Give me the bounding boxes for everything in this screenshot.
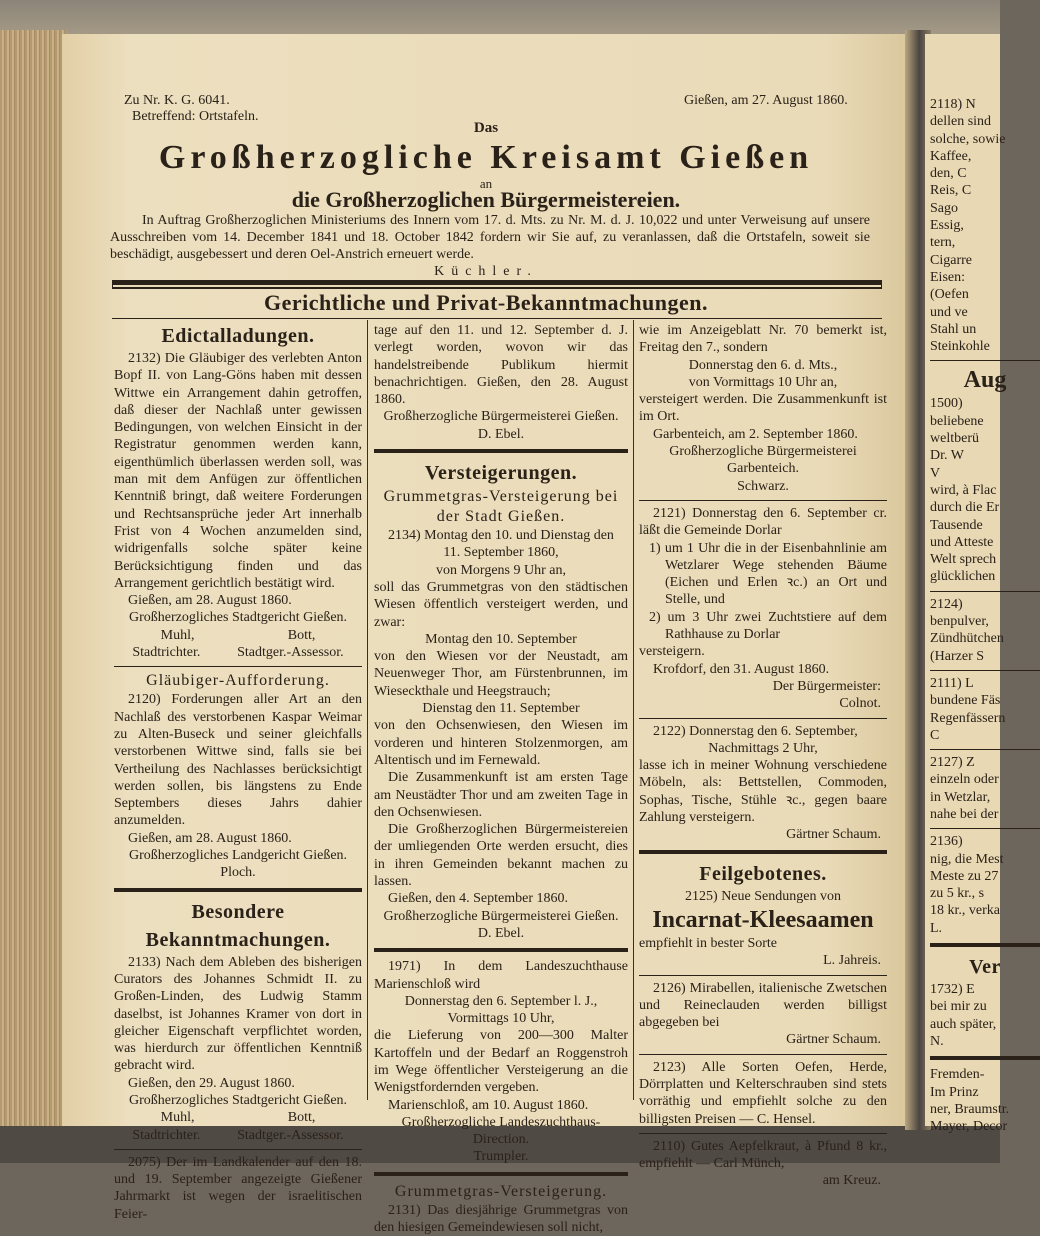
paragraph: die Lieferung von 200—300 Malter Kartoffeln und der Bedarf an Roggenstroh im Wege öffentlicher Versteigerung an die Wenigstfordernden vergeben. xyxy=(374,1028,628,1096)
list-item: 1) um 1 Uhr die in der Eisenbahnlinie am Wetzlarer Wege stehenden Bäume (Eichen und Erlen ꝛc.) an Ort und Stelle, und xyxy=(649,540,887,608)
header-divider xyxy=(112,280,882,285)
paragraph: glücklichen xyxy=(930,569,996,585)
centered-line: 2125) Neue Sendungen von xyxy=(685,888,841,904)
signature-pair xyxy=(114,644,362,661)
paragraph: N. xyxy=(930,1033,944,1049)
paragraph: Essig, xyxy=(930,218,964,234)
paragraph: 2131) Das diesjährige Grummetgras von den hiesigen Gemeindewiesen soll nicht, xyxy=(374,1202,628,1236)
paragraph: einzeln oder xyxy=(930,772,999,788)
paragraph: Steinkohle xyxy=(930,339,990,355)
divider xyxy=(114,888,362,892)
centered-line: Vormittags 10 Uhr, xyxy=(447,1011,555,1027)
subheading: Gläubiger-Aufforderung. xyxy=(146,672,330,690)
paragraph: nig, die Mest xyxy=(930,851,1004,867)
paragraph: empfiehlt in bester Sorte xyxy=(639,935,778,951)
centered-line: Großherzogliches Stadtgericht Gießen. xyxy=(128,1092,348,1108)
paragraph: Dr. W xyxy=(930,448,964,464)
paragraph: 2075) Der im Landkalender auf den 18. und 19. September angezeigte Gießener Jahrmarkt ist wegen der israelitischen Feier- xyxy=(114,1154,362,1222)
divider xyxy=(639,1054,887,1055)
centered-line: Großherzogliche Landeszuchthaus-Direction. xyxy=(401,1114,601,1148)
paragraph: 1500) xyxy=(930,396,963,412)
paragraph: (Oefen xyxy=(930,287,969,303)
next-page-column xyxy=(930,96,1040,1135)
header-an: an xyxy=(479,176,493,191)
paragraph: Marienschloß, am 10. August 1860. xyxy=(388,1097,589,1113)
paragraph: Gießen, am 28. August 1860. xyxy=(128,830,292,846)
header-signature: Küchler. xyxy=(434,264,538,279)
section-title: Gerichtliche und Privat-Bekanntmachungen. xyxy=(263,290,708,315)
signature-pair xyxy=(114,627,362,644)
background-top xyxy=(0,0,1000,36)
paragraph: 18 kr., verka xyxy=(930,903,1000,919)
paragraph: Regenfässern xyxy=(930,710,1006,726)
paragraph: (Harzer S xyxy=(930,648,985,664)
section-heading: Feilgebotenes. xyxy=(699,862,827,885)
centered-line: von Morgens 9 Uhr an, xyxy=(435,562,566,578)
paragraph: Mayer, Decor xyxy=(930,1119,1008,1135)
paragraph: Zündhütchen xyxy=(930,631,1004,647)
paragraph: dellen sind xyxy=(930,114,992,130)
paragraph: Kaffee, xyxy=(930,148,972,164)
paragraph: Krofdorf, den 31. August 1860. xyxy=(653,661,830,677)
centered-line: Großherzogliche Bürgermeisterei Gießen. xyxy=(383,409,619,425)
signature-name: Muhl, xyxy=(160,627,195,643)
paragraph: 2111) L xyxy=(930,675,974,691)
column-divider xyxy=(633,320,634,1100)
paragraph: Die Zusammenkunft ist am ersten Tage am Neustädter Thor und am zweiten Tage in den Ochsenwiesen. xyxy=(374,770,628,820)
paragraph: Gießen, am 28. August 1860. xyxy=(128,593,292,609)
signature-name: Muhl, xyxy=(160,1110,195,1126)
paragraph: 2120) Forderungen aller Art an den Nachlaß des verstorbenen Kaspar Weimar zu Alten-Buseck und seiner gleichfalls verstorbenen Wittwe sind, falls sie bei Vertheilung des Nachlasses berücksichtigt werden sollen, bis längstens zu Ende Septembers dieses Jahrs dahier anzumelden. xyxy=(114,692,362,829)
paragraph: von den Wiesen vor der Neustadt, am Neuenweger Thor, am Fürstenbrunnen, im Wieseckthale und Heegstrauch; xyxy=(374,649,628,699)
signature-line: L. Jahreis. xyxy=(823,953,881,969)
paragraph: 2132) Die Gläubiger des verlebten Anton Bopf II. von Lang-Göns haben mit dessen Wittwe ein Arrangement dahin getroffen, daß dieser der Nachlaß unter gewissen Bedingungen, von welchen Einsicht in der Registratur genommen werden kann, eigenthümlich überlassen werden soll, was man mit dem Anfügen zur öffentlichen Kenntniß bringt, daß weitere Forderungen und Rechtsansprüche jeder Art innerhalb Frist von 4 Wochen anzumelden sind, widrigenfalls solche später keine Berücksichtigung finden und das Arrangement gerichtlich bestätigt wird. xyxy=(114,351,362,591)
paragraph: und ve xyxy=(930,304,968,320)
subject-line: Betreffend: Ortstafeln. xyxy=(132,109,259,124)
issue-date: Gießen, am 27. August 1860. xyxy=(684,93,848,108)
paragraph: wie im Anzeigeblatt Nr. 70 bemerkt ist, Freitag den 7., sondern xyxy=(639,323,887,356)
column-3 xyxy=(639,322,887,1190)
paragraph: Garbenteich, am 2. September 1860. xyxy=(653,426,858,442)
centered-line: Großherzogliche Bürgermeisterei Gießen. xyxy=(383,908,619,924)
signature-line: Gärtner Schaum. xyxy=(786,1032,881,1048)
paragraph: den, C xyxy=(930,166,967,182)
paragraph: 1971) In dem Landeszuchthause Marienschloß wird xyxy=(374,959,628,992)
section-heading: Ver xyxy=(969,956,1001,979)
paragraph: tern, xyxy=(930,235,956,251)
paragraph: Im Prinz xyxy=(930,1084,979,1100)
centered-line: D. Ebel. xyxy=(477,925,525,941)
paragraph: Tausende xyxy=(930,517,983,533)
newspaper-page xyxy=(62,34,910,1236)
signature-name: Stadtrichter. xyxy=(132,1127,201,1143)
paragraph: L. xyxy=(930,920,943,936)
centered-line: Nachmittags 2 Uhr, xyxy=(708,740,818,756)
paragraph: C xyxy=(930,727,940,743)
centered-line: Donnerstag den 6. d. Mts., xyxy=(688,357,838,373)
page-title: Großherzogliche Kreisamt Gießen xyxy=(158,139,814,176)
intro-paragraph: In Auftrag Großherzoglichen Ministeriums des Innern vom 17. d. Mts. zu Nr. M. d. J. 10,022 und unter Verweisung auf unsere Ausschreiben vom 14. December 1841 und 18. October 1842 fordern wir Sie auf, zu veranlassen, daß die Ortstafeln, soweit sie beschädigt, ausgebessert und deren Oel-Anstrich erneuert werde. xyxy=(110,213,870,262)
paragraph: versteigert werden. Die Zusammenkunft ist im Ort. xyxy=(639,392,887,425)
subheading: Grummetgras-Versteigerung bei der Stadt Gießen. xyxy=(383,488,619,526)
list-item: 2) um 3 Uhr zwei Zuchtstiere auf dem Rathhause zu Dorlar xyxy=(649,609,887,643)
divider xyxy=(930,943,1040,947)
centered-line: D. Ebel. xyxy=(477,426,525,442)
section-heading: Versteigerungen. xyxy=(424,462,578,485)
paragraph: benpulver, xyxy=(930,614,989,630)
divider xyxy=(930,591,1040,592)
paragraph: 2133) Nach dem Ableben des bisherigen Curators des Johannes Schmidt II. zu Großen-Linden, des Ludwig Stamm daselbst, ist Johannes Kramer von dort in gleicher Eigenschaft verpflichtet worden, was hierdurch zur öffentlichen Kenntniß gebracht wird. xyxy=(114,954,362,1074)
paragraph: Stahl un xyxy=(930,321,977,337)
paragraph: versteigern. xyxy=(639,644,705,660)
paragraph: Gießen, den 4. September 1860. xyxy=(388,891,569,907)
divider xyxy=(374,449,628,453)
signature-line: Der Bürgermeister: xyxy=(772,678,881,694)
paragraph: wird, à Flac xyxy=(930,482,997,498)
paragraph: Die Großherzoglichen Bürgermeistereien der umliegenden Orte werden ersucht, dies in ihren Gemeinden bekannt machen zu lassen. xyxy=(374,822,628,890)
paragraph: 2122) Donnerstag den 6. September, xyxy=(653,723,858,739)
centered-line: Großherzogliche Bürgermeisterei Garbenteich. xyxy=(669,444,857,477)
paragraph: bundene Fäs xyxy=(930,693,1001,709)
paragraph: Meste zu 27 xyxy=(930,868,999,884)
paragraph: bei mir zu xyxy=(930,999,987,1015)
paragraph: beliebene xyxy=(930,413,984,429)
signature-name: Stadtrichter. xyxy=(132,645,201,661)
paragraph: Sago xyxy=(930,200,958,216)
header-das: Das xyxy=(473,120,499,136)
paragraph: und Atteste xyxy=(930,534,994,550)
column-2 xyxy=(374,322,628,1236)
section-divider xyxy=(112,318,882,319)
paragraph: von den Ochsenwiesen, den Wiesen im vorderen und hinteren Stolzenmorgen, am Altentisch und im Fernewald. xyxy=(374,718,628,768)
signature-name: Stadtger.-Assessor. xyxy=(237,1127,344,1143)
centered-line: Schwarz. xyxy=(737,478,789,494)
divider xyxy=(114,1149,362,1150)
centered-line: Großherzogliches Landgericht Gießen. xyxy=(128,848,348,864)
divider xyxy=(374,948,628,952)
signature-name: Bott, xyxy=(287,1110,316,1126)
centered-line: Donnerstag den 6. September l. J., xyxy=(404,993,598,1009)
paragraph: 2126) Mirabellen, italienische Zwetschen und Reineclauden werden billigst abgegeben bei xyxy=(639,980,887,1031)
divider xyxy=(930,670,1040,671)
signature-name: Bott, xyxy=(287,627,316,643)
page-stack-edge xyxy=(0,30,66,1130)
paragraph: 2118) N xyxy=(930,97,976,112)
column-1 xyxy=(114,322,362,1223)
signature-line: am Kreuz. xyxy=(822,1173,881,1189)
signature-pair xyxy=(114,1109,362,1126)
paragraph: Welt sprech xyxy=(930,552,997,568)
centered-line: Dienstag den 11. September xyxy=(422,701,580,717)
paragraph: V xyxy=(930,465,941,481)
divider xyxy=(639,1133,887,1134)
divider xyxy=(639,718,887,719)
paragraph: Fremden- xyxy=(930,1067,985,1083)
addressee: die Großherzoglichen Bürgermeistereien. xyxy=(291,187,681,212)
divider xyxy=(930,1056,1040,1060)
divider xyxy=(639,975,887,976)
paragraph: nahe bei der xyxy=(930,806,999,822)
section-heading: Edictalladungen. xyxy=(161,325,315,347)
paragraph: 2127) Z xyxy=(930,755,975,771)
centered-line: Ploch. xyxy=(220,865,256,881)
paragraph: lasse ich in meiner Wohnung verschiedene Möbeln, als: Bettstellen, Commoden, Sophas, Tische, Stühle ꝛc., gegen baare Zahlung versteigern. xyxy=(639,758,887,826)
paragraph: Cigarre xyxy=(930,252,972,268)
centered-line: 11. September 1860, xyxy=(443,545,559,561)
divider xyxy=(639,850,887,854)
signature-name: Stadtger.-Assessor. xyxy=(237,645,344,661)
centered-line: von Vormittags 10 Uhr an, xyxy=(688,374,838,390)
paragraph: in Wetzlar, xyxy=(930,789,991,805)
paragraph: solche, sowie xyxy=(930,131,1006,147)
paragraph: zu 5 kr., s xyxy=(930,886,985,902)
column-divider xyxy=(367,320,368,1100)
section-heading: Besondere Bekanntmachungen. xyxy=(145,900,331,951)
reference-number: Zu Nr. K. G. 6041. xyxy=(124,93,230,108)
divider xyxy=(639,500,887,501)
divider xyxy=(114,666,362,667)
paragraph: 2124) xyxy=(930,596,963,612)
paragraph: tage auf den 11. und 12. September d. J. verlegt worden, wovon wir das handelstreibende Publikum hiermit benachrichtigen. Gießen, den 28. August 1860. xyxy=(374,323,628,408)
paragraph: auch später, xyxy=(930,1016,997,1032)
signature-line: Gärtner Schaum. xyxy=(786,827,881,843)
paragraph: durch die Er xyxy=(930,500,1000,516)
paragraph: 1732) E xyxy=(930,982,975,998)
centered-line: Trumpler. xyxy=(473,1149,529,1165)
display-line: Aug xyxy=(963,367,1007,394)
centered-line: Montag den 10. September xyxy=(425,631,577,647)
paragraph: Gießen, den 29. August 1860. xyxy=(128,1075,295,1091)
paragraph: Eisen: xyxy=(930,269,965,285)
paragraph: Reis, C xyxy=(930,183,972,199)
divider xyxy=(374,1172,628,1176)
subheading: Grummetgras-Versteigerung. xyxy=(394,1182,608,1200)
paragraph: 2110) Gutes Aepfelkraut, à Pfund 8 kr., empfiehlt — Carl Münch, xyxy=(639,1138,887,1172)
paragraph: 2136) xyxy=(930,834,963,850)
next-page-edge xyxy=(925,34,1010,1135)
divider xyxy=(930,749,1040,750)
paragraph: 2121) Donnerstag den 6. September cr. läßt die Gemeinde Dorlar xyxy=(639,505,887,539)
paragraph: ner, Braumstr. xyxy=(930,1101,1010,1117)
display-line: Incarnat-Kleesaamen xyxy=(652,906,874,933)
paragraph: 2123) Alle Sorten Oefen, Herde, Dörrplatten und Kelterschrauben sind stets vorräthig und empfiehlt solche zu den billigsten Preisen — C. Hensel. xyxy=(639,1059,887,1127)
signature-line: Colnot. xyxy=(839,696,881,712)
paragraph: 2134) Montag den 10. und Dienstag den xyxy=(388,528,614,544)
divider xyxy=(930,360,1040,361)
signature-pair xyxy=(114,1127,362,1144)
centered-line: Großherzogliches Stadtgericht Gießen. xyxy=(128,610,348,626)
paragraph: weltberü xyxy=(930,431,979,447)
paragraph: soll das Grummetgras von den städtischen Wiesen öffentlich versteigert werden, und zwar: xyxy=(374,579,628,630)
divider xyxy=(930,828,1040,829)
